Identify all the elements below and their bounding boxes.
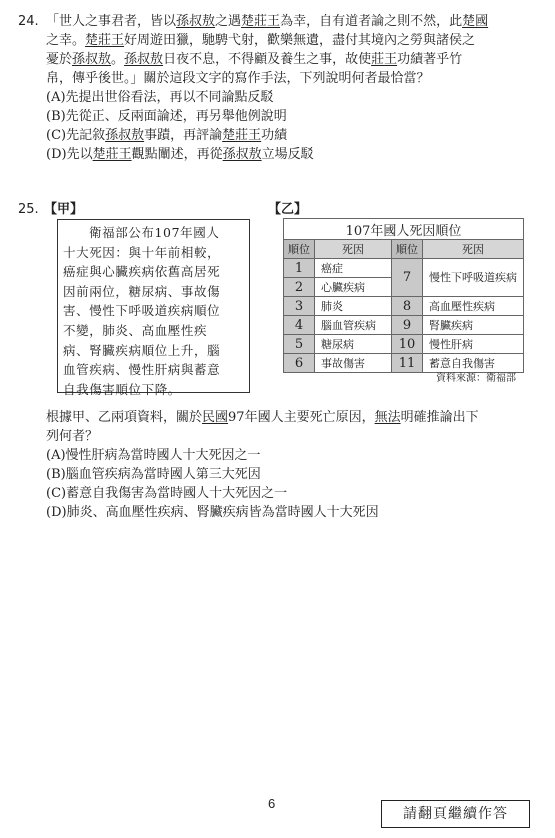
cause-cell: 腎臟疾病 [423,316,524,335]
q24-option-b[interactable]: (B)先從正、反兩面論述，再另舉他例說明 [46,109,287,124]
q25-option-a[interactable]: (A)慢性肝病為當時國人十大死因之一 [46,448,261,463]
col-rank-right: 順位 [392,240,423,259]
jia-line: 不變，肺炎、高血壓性疾 [63,322,208,338]
rank-cell: 3 [284,297,315,316]
q24-number: 24. [18,14,39,29]
yi-label: 【乙】 [268,202,308,217]
cause-cell: 腦血管疾病 [315,316,392,335]
q24-option-a[interactable]: (A)先提出世俗看法，再以不同論點反駁 [46,90,274,105]
rank-cell: 5 [284,335,315,354]
rank-cell: 9 [392,316,423,335]
q25-stem-line-1: 根據甲、乙兩項資料，關於民國97年國人主要死亡原因，無法明確推論出下 [46,410,479,425]
cause-cell: 慢性下呼吸道疾病 [423,259,524,297]
jia-line: 血管疾病、慢性肝病與蓄意 [63,362,221,378]
cause-cell: 糖尿病 [315,335,392,354]
q24-line-3: 憂於孫叔敖。孫叔敖日夜不息，不得顧及養生之事，故使莊王功績著乎竹 [46,52,463,67]
cause-cell: 高血壓性疾病 [423,297,524,316]
rank-cell: 11 [392,354,423,373]
q25-option-d[interactable]: (D)肺炎、高血壓性疾病、腎臟疾病皆為當時國人十大死因 [46,505,379,520]
jia-line: 十大死因：與十年前相較， [63,244,221,260]
col-cause-left: 死因 [315,240,392,259]
cause-cell: 心臟疾病 [315,278,392,297]
data-source: 資料來源：衛福部 [436,373,516,384]
jia-passage [58,220,249,399]
q24-option-c[interactable]: (C)先記敘孫叔敖事蹟，再評論楚莊王功績 [46,128,288,143]
jia-line: 癌症與心臟疾病依舊高居死 [63,264,221,280]
q25-stem-line-2: 列何者？ [46,429,99,444]
jia-line: 自我傷害順位下降。 [63,381,181,397]
continue-box: 請翻頁繼續作答 [381,800,530,828]
cause-cell: 慢性肝病 [423,335,524,354]
rank-cell: 2 [284,278,315,297]
q24-line-1: 「世人之事君者，皆以孫叔敖之遇楚莊王為幸，自有道者論之則不然，此楚國 [46,14,489,29]
cause-cell: 肺炎 [315,297,392,316]
q24-passage [46,12,536,88]
rank-cell: 8 [392,297,423,316]
jia-line: 害、慢性下呼吸道疾病順位 [63,303,221,319]
jia-line: 因前兩位，糖尿病、事故傷 [63,283,221,299]
cause-cell: 蓄意自我傷害 [423,354,524,373]
rank-cell: 6 [284,354,315,373]
q25-option-b[interactable]: (B)腦血管疾病為當時國人第三大死因 [46,467,261,482]
rank-cell: 10 [392,335,423,354]
q24-option-d[interactable]: (D)先以楚莊王觀點闡述，再從孫叔敖立場反駁 [46,147,314,162]
rank-cell: 4 [284,316,315,335]
q25-number: 25. [18,202,39,217]
page-number: 6 [268,796,276,811]
death-rank-table [283,218,524,373]
q25-option-c[interactable]: (C)蓄意自我傷害為當時國人十大死因之一 [46,486,288,501]
cause-cell: 事故傷害 [315,354,392,373]
rank-cell: 7 [392,259,423,297]
jia-passage-box [57,219,250,397]
table-title: 107年國人死因順位 [284,219,524,240]
q24-line-2: 之幸。楚莊王好周遊田獵，馳騁弋射，歡樂無遺，盡付其境內之勞與諸侯之 [46,33,476,48]
jia-label: 【甲】 [44,202,84,217]
col-rank-left: 順位 [284,240,315,259]
jia-line: 衛福部公布107年國人 [89,225,220,240]
rank-cell: 1 [284,259,315,278]
cause-cell: 癌症 [315,259,392,278]
jia-line: 病、腎臟疾病順位上升，腦 [63,342,221,358]
q24-line-4: 帛，傳乎後世。」關於這段文字的寫作手法，下列說明何者最恰當？ [46,71,430,86]
q25-stem [46,408,536,446]
col-cause-right: 死因 [423,240,524,259]
